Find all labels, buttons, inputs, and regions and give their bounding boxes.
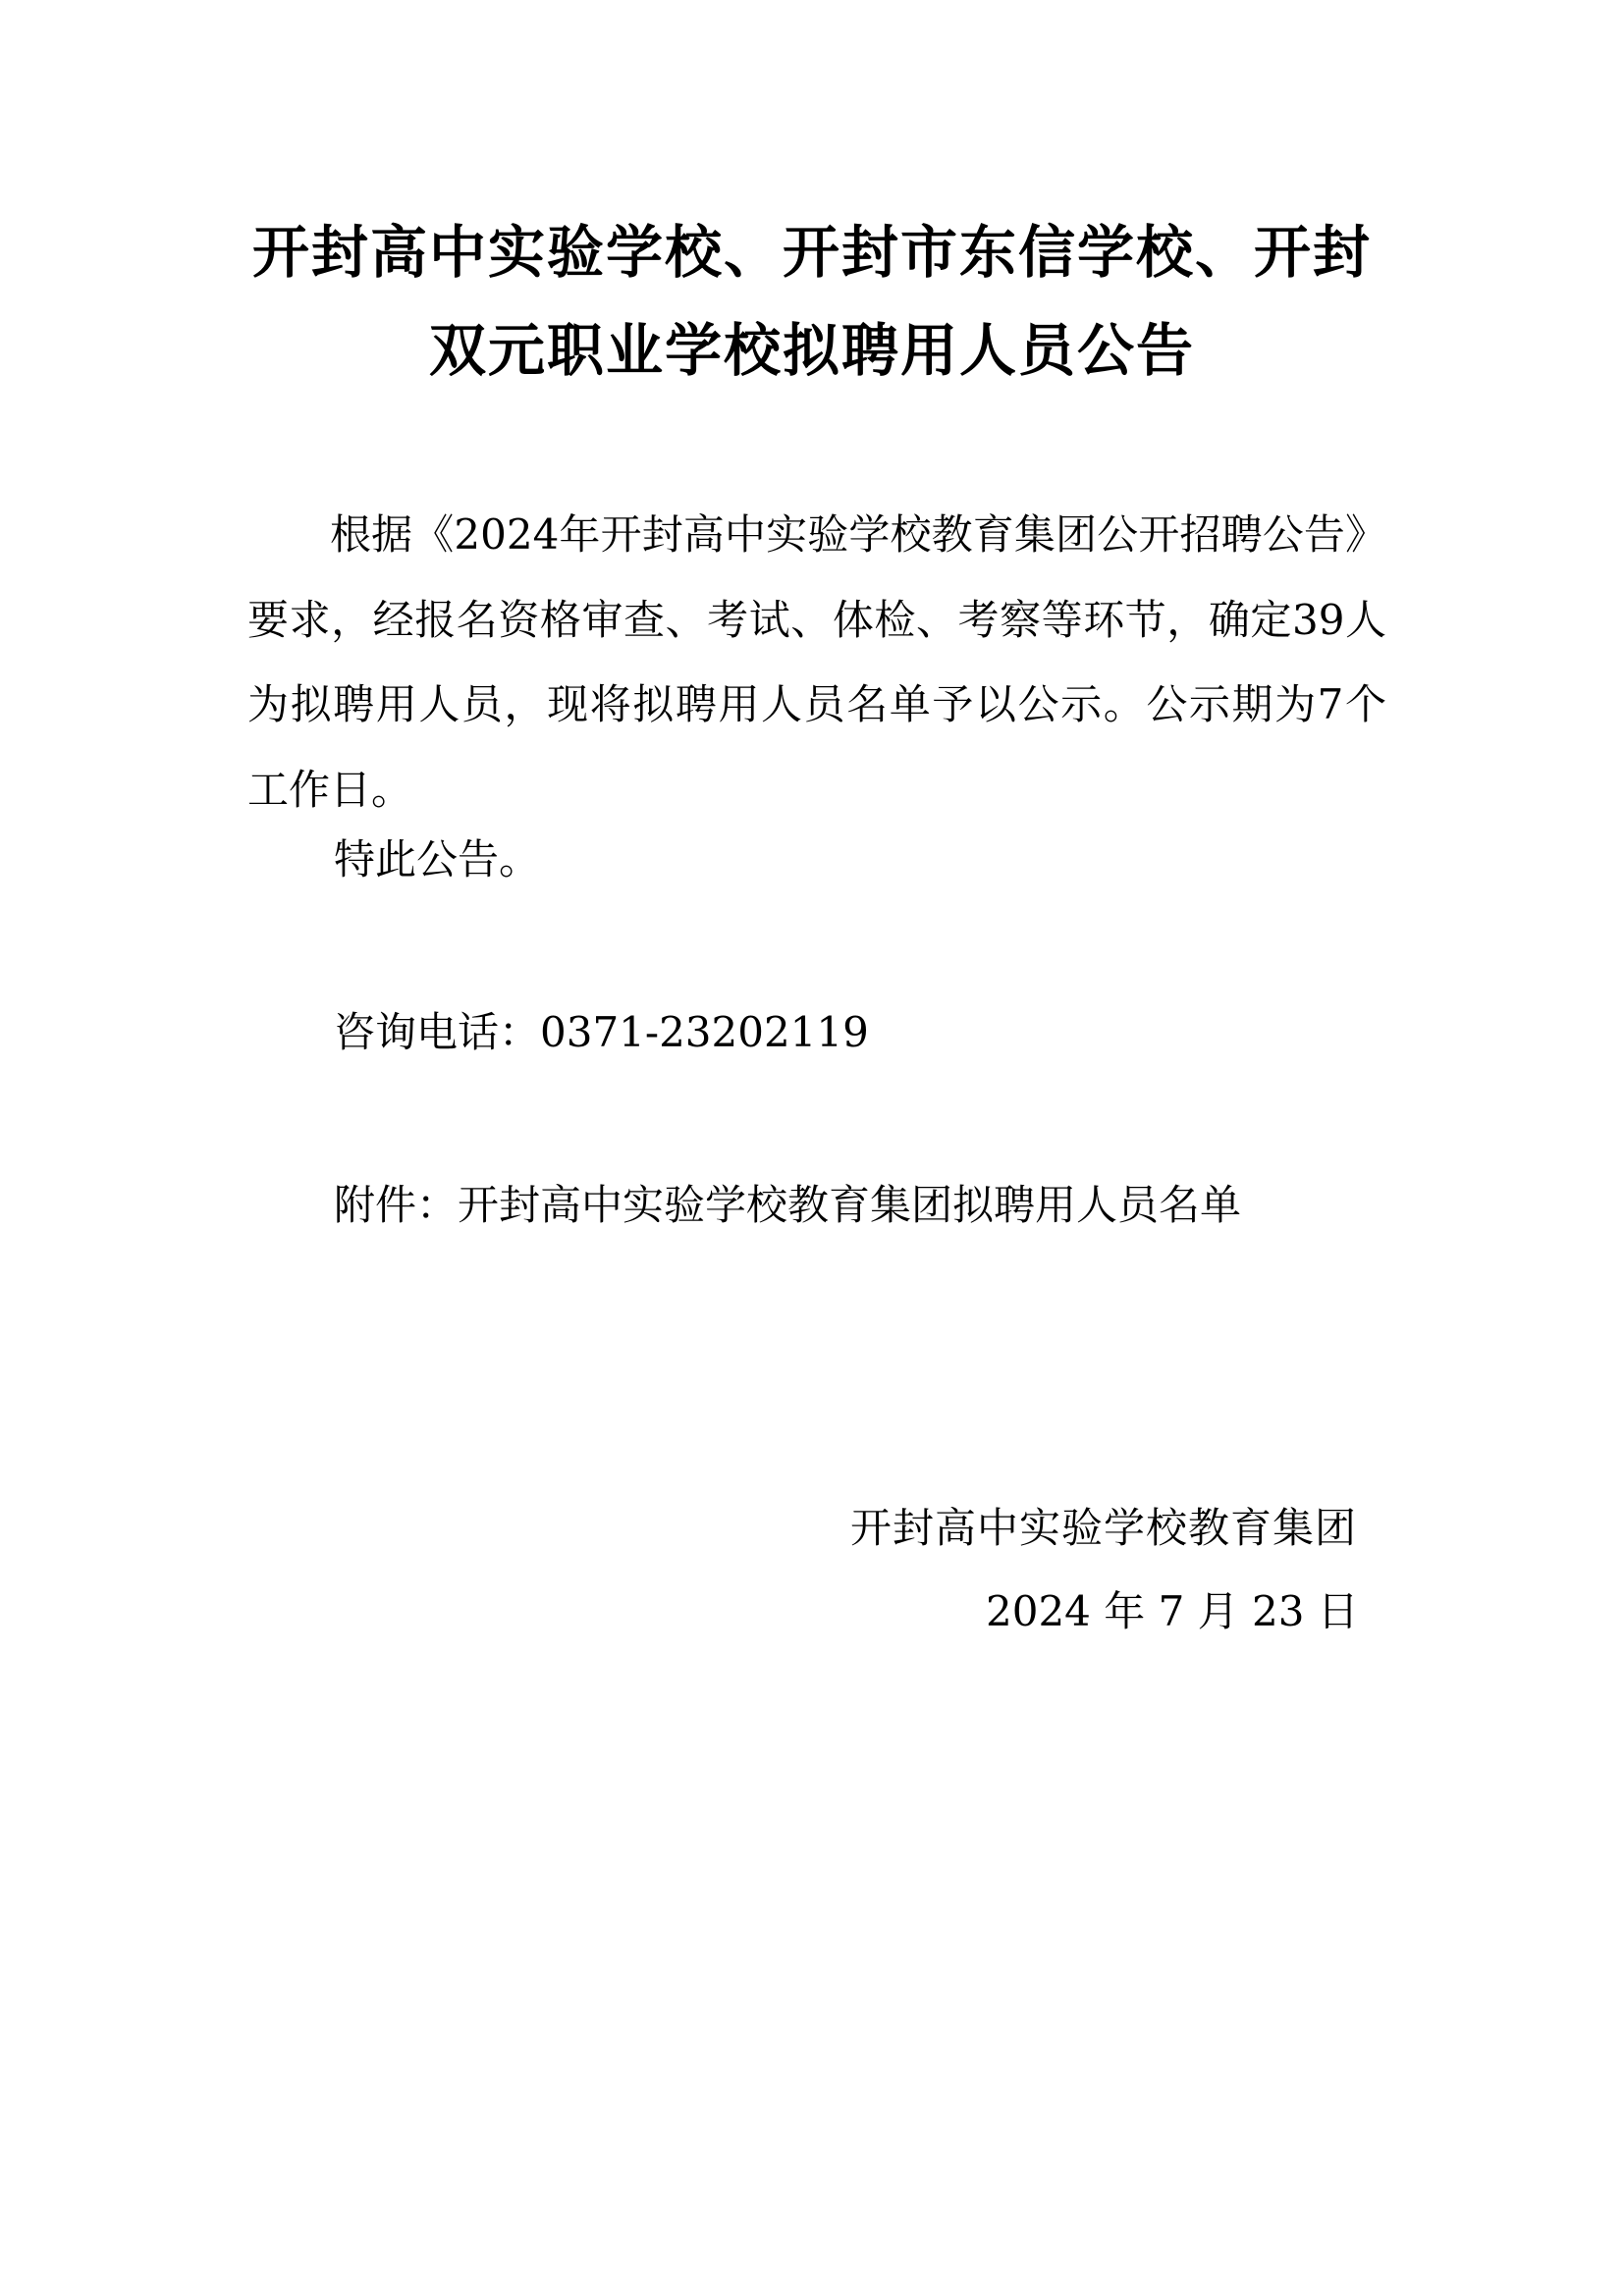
signature-organization: 开封高中实验学校教育集团 (850, 1504, 1358, 1552)
attachment-line: 附件：开封高中实验学校教育集团拟聘用人员名单 (334, 1181, 1242, 1229)
closing-statement: 特此公告。 (334, 835, 541, 883)
announcement-body-paragraph: 根据《2024年开封高中实验学校教育集团公开招聘公告》要求，经报名资格审查、考试、体检、考察等环节，确定39人为拟聘用人员，现将拟聘用人员名单予以公示。公示期为7个工作日。 (247, 510, 1386, 815)
contact-phone: 咨询电话：0371-23202119 (334, 1008, 869, 1056)
announcement-title-line-2: 双元职业学校拟聘用人员公告 (428, 317, 1195, 384)
signature-date: 2024 年 7 月 23 日 (986, 1587, 1359, 1635)
announcement-title-line-1: 开封高中实验学校、开封市东信学校、开封 (251, 219, 1372, 286)
